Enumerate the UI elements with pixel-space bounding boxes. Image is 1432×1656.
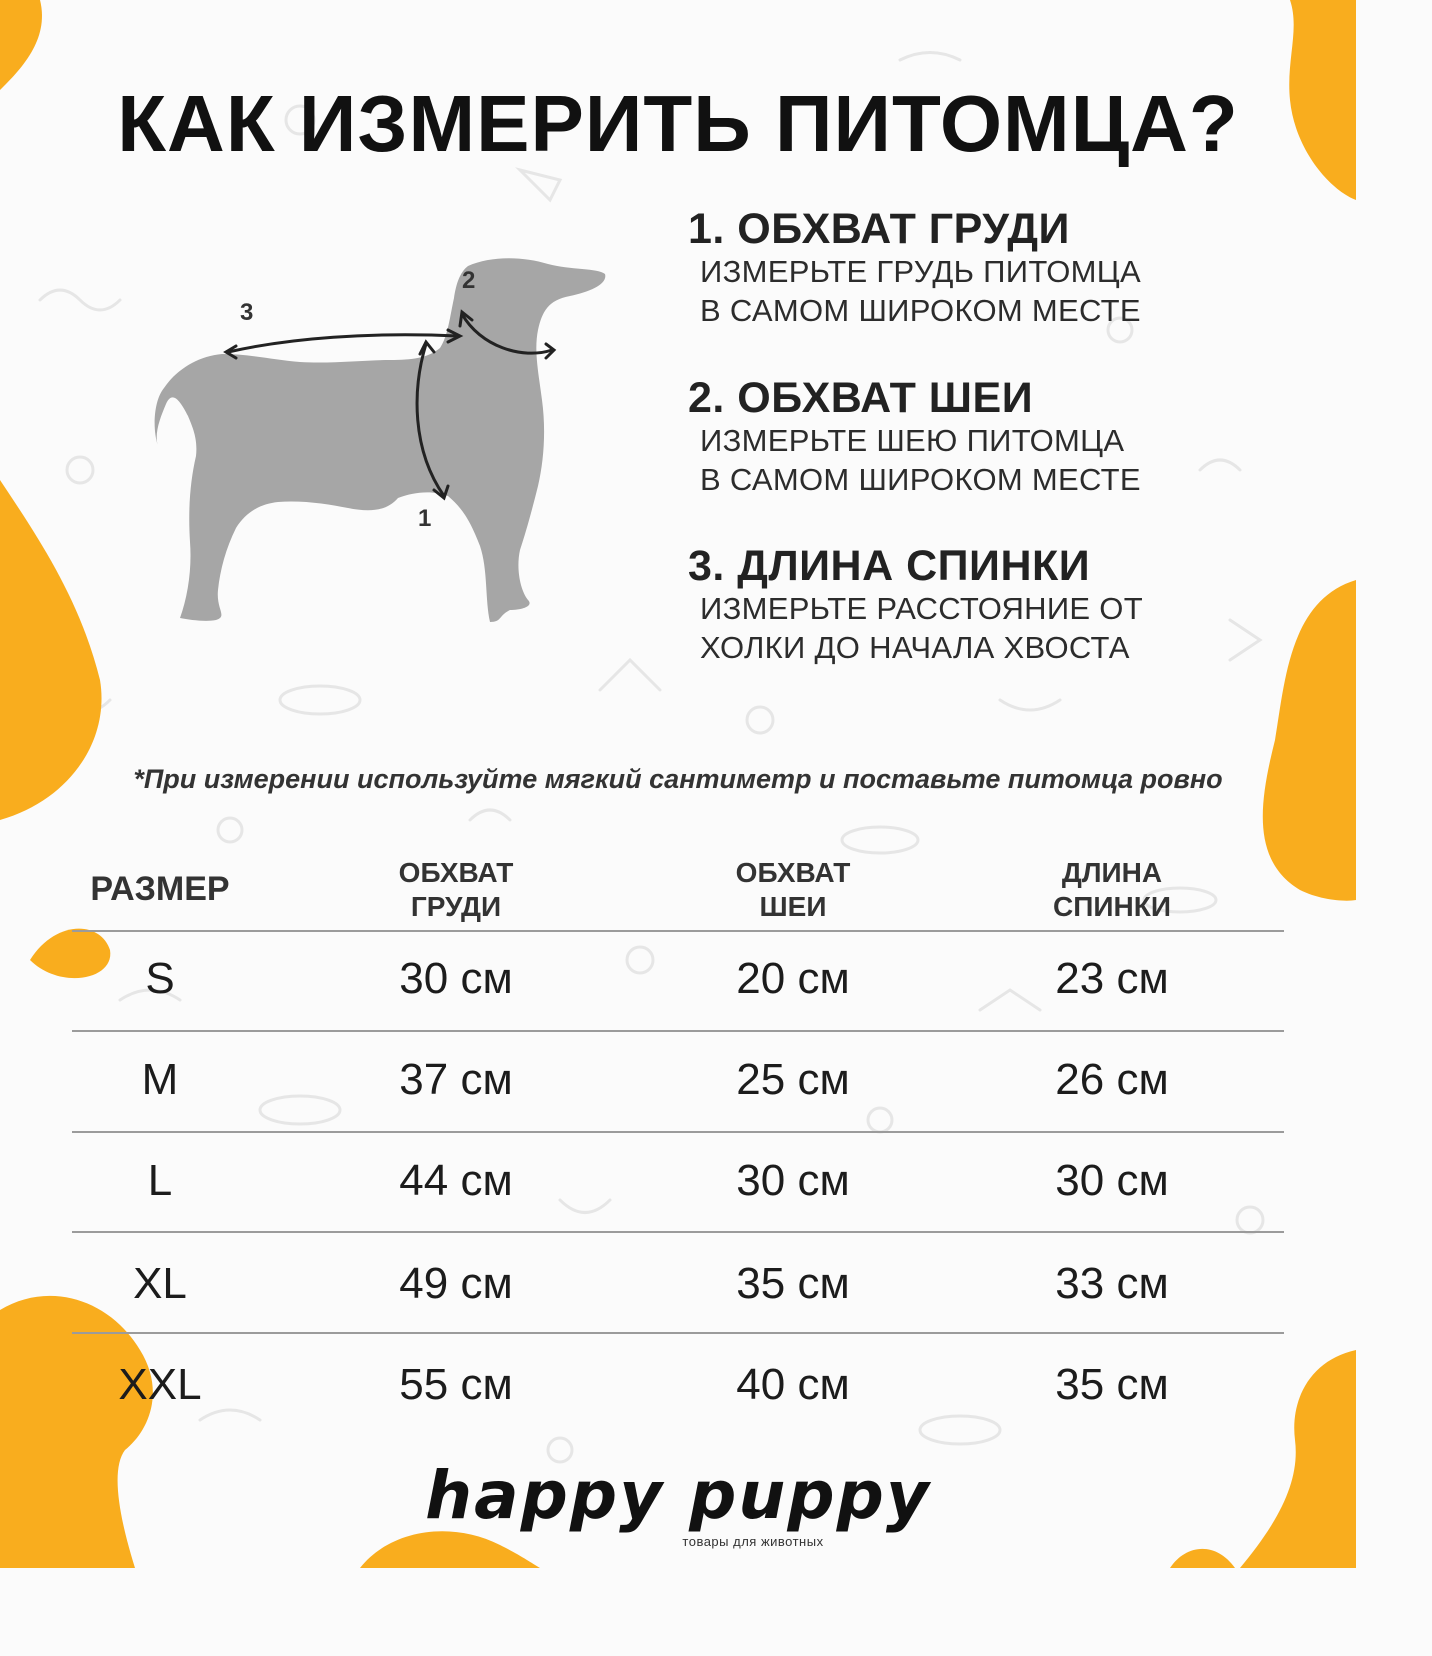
row-xxl-size: XXL: [118, 1360, 202, 1409]
brand-tagline: товары для животных: [682, 1534, 824, 1549]
instruction-heading: 1. ОБХВАТ ГРУДИ: [688, 205, 1070, 253]
row-m-size: M: [141, 1055, 179, 1104]
table-divider: [72, 1030, 1284, 1032]
instruction-heading: 2. ОБХВАТ ШЕИ: [688, 374, 1034, 422]
row-xxl-back: 35 см: [1055, 1360, 1169, 1409]
label-back-length: 3: [240, 299, 254, 326]
header-back-line2: СПИНКИ: [1053, 891, 1171, 922]
instruction-line: ХОЛКИ ДО НАЧАЛА ХВОСТА: [700, 630, 1130, 665]
header-chest-line1: ОБХВАТ: [398, 857, 514, 888]
header-chest: [356, 856, 556, 924]
row-s-back: 23 см: [1055, 954, 1169, 1003]
instruction-neck: [688, 375, 1328, 499]
row-xl-neck: 35 см: [736, 1259, 850, 1308]
dog-measurement-diagram: [150, 250, 620, 640]
row-l-neck: 30 см: [736, 1156, 850, 1205]
row-s-size: S: [145, 954, 175, 1003]
instruction-chest: [688, 206, 1328, 330]
brand-name: happy puppy: [425, 1457, 931, 1534]
header-chest-line2: ГРУДИ: [410, 891, 502, 922]
instruction-line: В САМОМ ШИРОКОМ МЕСТЕ: [700, 462, 1141, 497]
row-xl-chest: 49 см: [399, 1259, 513, 1308]
instruction-line: ИЗМЕРЬТЕ ГРУДЬ ПИТОМЦА: [700, 254, 1141, 289]
row-m-back: 26 см: [1055, 1055, 1169, 1104]
instruction-line: В САМОМ ШИРОКОМ МЕСТЕ: [700, 293, 1141, 328]
row-l-size: L: [147, 1156, 173, 1205]
instruction-back: [688, 543, 1328, 667]
table-divider: [72, 1231, 1284, 1233]
label-chest-girth: 1: [418, 505, 432, 532]
instruction-line: ИЗМЕРЬТЕ РАССТОЯНИЕ ОТ: [700, 591, 1143, 626]
row-xl-back: 33 см: [1055, 1259, 1169, 1308]
dog-silhouette: [155, 258, 606, 622]
table-divider: [72, 1332, 1284, 1334]
row-l-chest: 44 см: [399, 1156, 513, 1205]
row-m-neck: 25 см: [736, 1055, 850, 1104]
row-s-neck: 20 см: [736, 954, 850, 1003]
row-s-chest: 30 см: [399, 954, 513, 1003]
header-back-line1: ДЛИНА: [1061, 857, 1163, 888]
header-size: РАЗМЕР: [90, 870, 230, 908]
row-l-back: 30 см: [1055, 1156, 1169, 1205]
header-back: [1012, 856, 1212, 924]
instruction-heading: 3. ДЛИНА СПИНКИ: [688, 542, 1091, 590]
page-title: КАК ИЗМЕРИТЬ ПИТОМЦА?: [117, 79, 1239, 168]
row-xxl-chest: 55 см: [399, 1360, 513, 1409]
header-neck-line1: ОБХВАТ: [735, 857, 851, 888]
brand-logo: [0, 1458, 1356, 1549]
instruction-line: ИЗМЕРЬТЕ ШЕЮ ПИТОМЦА: [700, 423, 1125, 458]
table-divider: [72, 930, 1284, 932]
row-m-chest: 37 см: [399, 1055, 513, 1104]
measurement-note: *При измерении используйте мягкий сантиметр и поставьте питомца ровно: [133, 764, 1223, 794]
row-xl-size: XL: [133, 1259, 187, 1308]
header-neck-line2: ШЕИ: [759, 891, 827, 922]
row-xxl-neck: 40 см: [736, 1360, 850, 1409]
label-neck-girth: 2: [462, 267, 476, 294]
table-divider: [72, 1131, 1284, 1133]
header-neck: [693, 856, 893, 924]
chest-arrow-top: [420, 342, 434, 354]
